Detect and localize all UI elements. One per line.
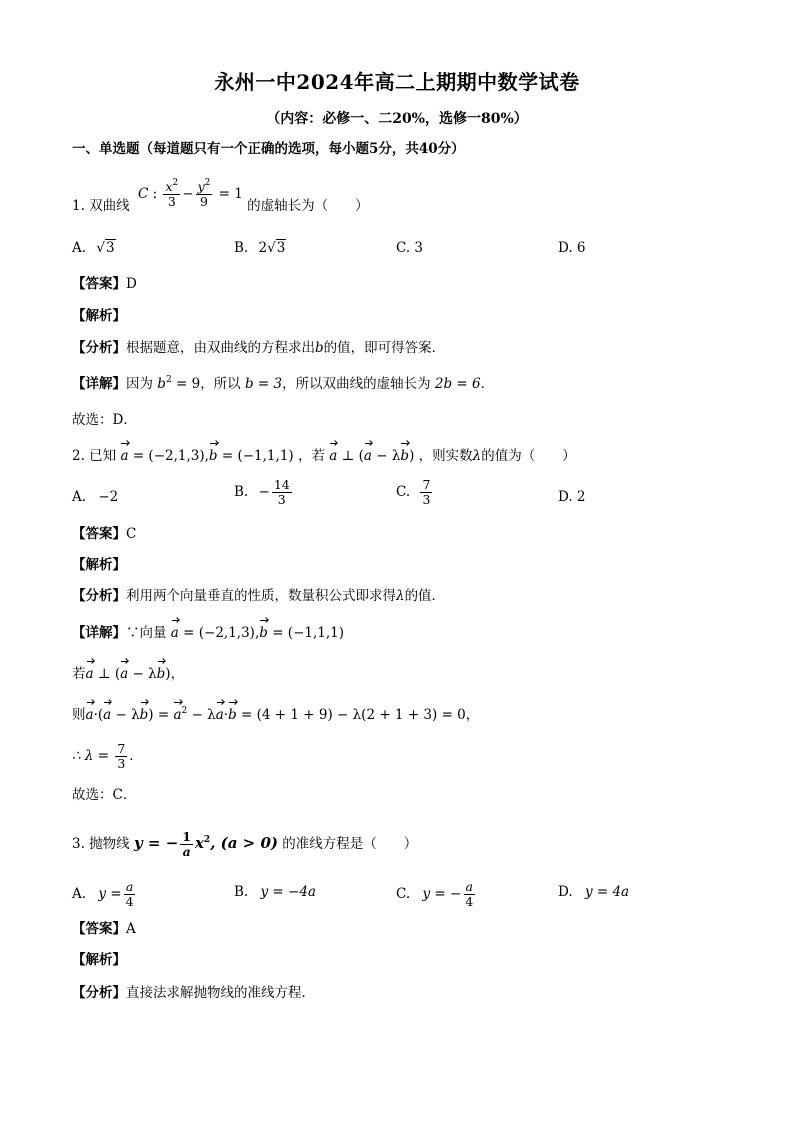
q1-frac-x: $\frac{x^2}{3}$ (165, 178, 179, 209)
q2-option-d: D. 2 (558, 489, 586, 505)
q1-xiangjie: 【详解】因为 $b^2 = 9$，所以 b = 3，所以双曲线的虚轴长为 2b = 6． (72, 375, 495, 392)
question-3: 3. 抛物线 y = − $\frac{1}{a}$ $x^2$, (a > 0) 的准线方程是（ ） (72, 829, 418, 859)
q3-option-d: D. y = 4a (558, 884, 630, 900)
q1-choice: 故选：D． (72, 412, 137, 428)
q3-answer: 【答案】A (72, 921, 136, 937)
q2-xiangjie-line3: 则$a\cdot(a - \lambda b) = a^2 - \lambda a\cdot b = (4 + 1 + 9) - \lambda(2 + 1 + 3) = 0$， (72, 706, 480, 723)
q2-xiangjie-line4: ∴ λ = $\frac{7}{3}$ ． (72, 741, 143, 771)
q1-equation: C : $\frac{x^2}{3}$ − $\frac{y^2}{9}$ = 1 (137, 178, 243, 209)
q1-answer: 【答案】D (72, 276, 137, 292)
question-1 (72, 178, 369, 221)
q3-option-b: B. y = −4a (234, 884, 316, 900)
q1-curve-name: C (137, 186, 149, 202)
q2-fenxi: 【分析】利用两个向量垂直的性质，数量积公式即求得λ的值． (72, 588, 446, 604)
q2-xiangjie: 【详解】∵向量 a = (−2,1,3),b = (−1,1,1) (72, 625, 345, 641)
q1-suffix: 的虚轴长为（ ） (247, 198, 369, 214)
q2-option-c: C. $\frac{7}{3}$ (396, 477, 431, 507)
question-2: 2. 已知 a = (−2,1,3),b = (−1,1,1) ，若 a ⊥ (a − λb) ，则实数λ的值为（ ） (72, 448, 576, 464)
q2-option-a: A. −2 (72, 489, 119, 505)
q2-analysis-tag: 【解析】 (72, 557, 126, 573)
q1-option-c: C. 3 (396, 240, 424, 256)
q1-prefix: 1. 双曲线 (72, 198, 130, 214)
page-title: 永州一中2024年高二上期期中数学试卷 (214, 70, 580, 94)
page-subtitle: （内容：必修一、二20%，选修一80%） (266, 111, 528, 127)
q1-option-a: A. √3 (72, 240, 115, 256)
q1-fenxi: 【分析】根据题意，由双曲线的方程求出b的值，即可得答案． (72, 340, 446, 356)
q2-answer: 【答案】C (72, 526, 137, 542)
q2-choice: 故选：C． (72, 787, 137, 803)
q3-analysis-tag: 【解析】 (72, 952, 126, 968)
q1-option-d: D. 6 (558, 240, 586, 256)
q3-option-c: C. y = − $\frac{a}{4}$ (396, 879, 474, 909)
q3-fenxi: 【分析】直接法求解抛物线的准线方程． (72, 985, 315, 1001)
q1-analysis-tag: 【解析】 (72, 308, 126, 324)
q1-frac-y: $\frac{y^2}{9}$ (197, 178, 211, 209)
q2-option-b: B. − $\frac{14}{3}$ (234, 477, 290, 507)
section-heading: 一、单选题（每道题只有一个正确的选项，每小题5分，共40分） (72, 141, 465, 157)
q1-option-b: B. 2√3 (234, 240, 286, 256)
q3-option-a: A. y = $\frac{a}{4}$ (72, 879, 134, 909)
q2-xiangjie-line2: 若a ⊥ (a − λb)， (72, 666, 185, 682)
